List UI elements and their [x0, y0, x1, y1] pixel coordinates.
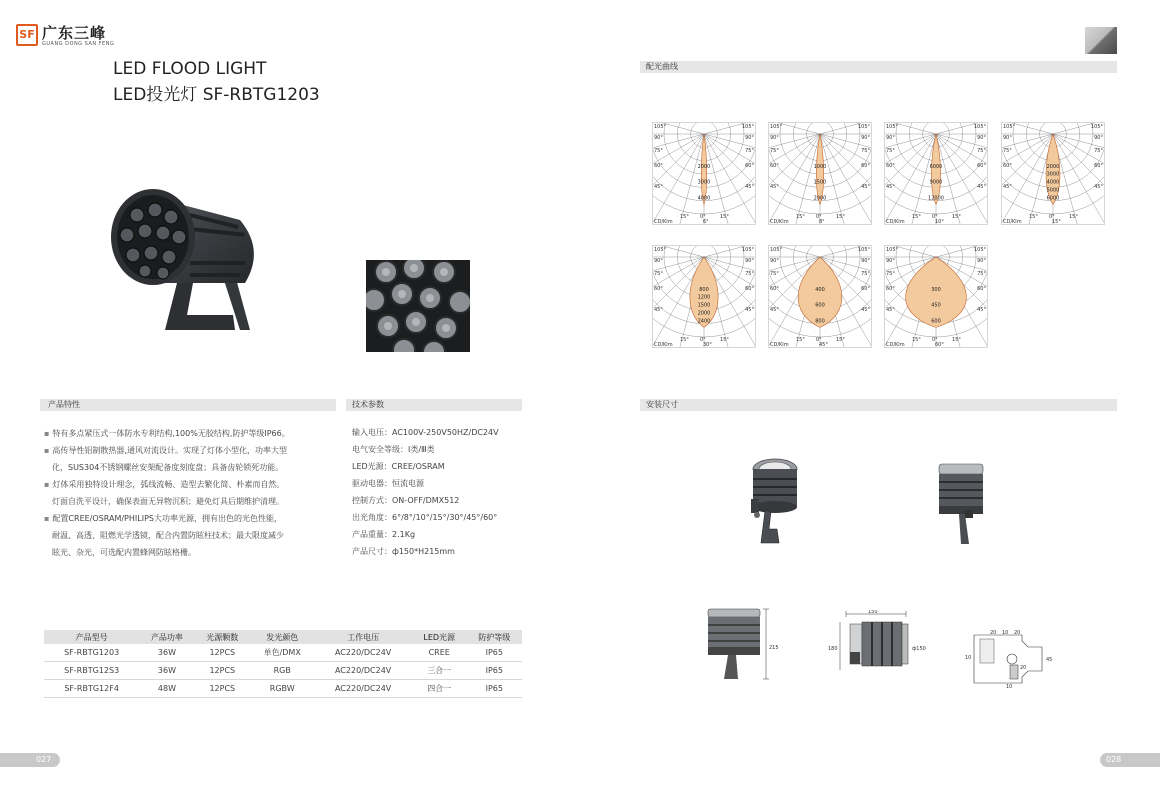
dim-width-label: 150 — [868, 610, 878, 615]
angle-label: 15° — [912, 337, 921, 343]
angle-label: 75° — [977, 271, 986, 277]
beam-angle-label: 10° — [935, 219, 944, 225]
polar-chart-svg — [768, 245, 872, 348]
angle-label: 45° — [977, 184, 986, 190]
angle-label: 75° — [654, 148, 663, 154]
table-cell: 单色/DMX — [250, 644, 314, 662]
angle-label: 75° — [886, 148, 895, 154]
spec-line: 输入电压：AC100V-250V50HZ/DC24V — [352, 428, 499, 437]
angle-label: 105° — [857, 247, 870, 253]
angle-label: 90° — [745, 258, 754, 264]
angle-label: 60° — [654, 163, 663, 169]
intensity-value: 1200 — [697, 294, 711, 301]
table-header-row — [44, 630, 522, 644]
angle-label: 75° — [1094, 148, 1103, 154]
angle-label: 75° — [770, 148, 779, 154]
table-header-cell: 防护等级 — [467, 630, 522, 644]
angle-label: 45° — [977, 307, 986, 313]
table-cell: SF-RBTG12F4 — [44, 680, 139, 698]
intensity-value: 2000 — [813, 195, 827, 202]
intensity-value: 600 — [931, 318, 941, 325]
dim-drawing-front — [700, 605, 785, 685]
dim-bracket-label: 20 — [1020, 665, 1027, 671]
dim-bracket-label: 20 — [1014, 630, 1021, 636]
dim-diameter-label: ф150 — [912, 646, 926, 652]
lamp-front-view — [745, 455, 805, 550]
polar-chart-15 — [1001, 122, 1105, 225]
polar-chart-45 — [768, 245, 872, 348]
dim-drawing-side — [828, 610, 938, 685]
dim-side-height-label: 180 — [828, 646, 838, 652]
angle-label: 90° — [977, 258, 986, 264]
intensity-value: 6000 — [1046, 195, 1060, 202]
page-number-right: 028 — [1100, 753, 1160, 767]
bullet-icon: ▪ — [44, 480, 50, 489]
angle-label: 75° — [1003, 148, 1012, 154]
product-title-cn: LED投光灯 SF-RBTG1203 — [113, 85, 320, 105]
beam-angle-label: 30° — [703, 342, 712, 348]
table-cell: 12PCS — [195, 662, 250, 680]
angle-label: 45° — [745, 307, 754, 313]
intensity-value: 9000 — [929, 179, 943, 186]
angle-label: 75° — [770, 271, 779, 277]
table-header-cell: 产品功率 — [139, 630, 194, 644]
beam-angle-label: 15° — [1052, 219, 1061, 225]
features-section-bar: 产品特性 — [40, 399, 336, 411]
angle-label: 105° — [973, 124, 986, 130]
angle-label: 45° — [1094, 184, 1103, 190]
angle-label: 105° — [886, 124, 899, 130]
table-cell: 12PCS — [195, 680, 250, 698]
beam-angle-label: 8° — [819, 219, 825, 225]
unit-label: CD/Klm — [654, 342, 673, 348]
table-cell: IP65 — [467, 680, 522, 698]
angle-label: 90° — [1003, 135, 1012, 141]
bullet-icon: ▪ — [44, 429, 50, 438]
polar-chart-svg — [768, 122, 872, 225]
table-cell: CREE — [412, 644, 467, 662]
product-table — [44, 630, 522, 698]
angle-label: 105° — [857, 124, 870, 130]
polar-chart-10 — [884, 122, 988, 225]
angle-label: 105° — [886, 247, 899, 253]
intensity-value: 3000 — [697, 179, 711, 186]
intensity-value: 800 — [815, 318, 825, 325]
bullet-icon: ▪ — [44, 446, 50, 455]
intensity-value: 400 — [815, 286, 825, 293]
feature-line: ▪ 灯体采用独特设计理念，弧线流畅、造型去繁化简、朴素而自然。 — [44, 480, 285, 489]
angle-label: 45° — [654, 184, 663, 190]
angle-label: 60° — [886, 163, 895, 169]
angle-label: 60° — [886, 286, 895, 292]
table-cell: IP65 — [467, 644, 522, 662]
table-cell: SF-RBTG12S3 — [44, 662, 139, 680]
dim-bracket-label: 10 — [965, 655, 972, 661]
table-cell: 四合一 — [412, 680, 467, 698]
angle-label: 15° — [952, 337, 961, 343]
angle-label: 45° — [861, 307, 870, 313]
feature-line: ▪ 配置CREE/OSRAM/PHILIPS大功率光源，拥有出色的光色性能， — [44, 514, 282, 523]
spec-line: 电气安全等级：Ⅰ类/Ⅲ类 — [352, 445, 435, 454]
feature-line: 耐温、高透、阻燃光学透镜，配合内置防眩柱技术；最大限度减少 — [52, 531, 284, 540]
table-header-cell: 工作电压 — [314, 630, 411, 644]
angle-label: 45° — [861, 184, 870, 190]
angle-label: 90° — [861, 135, 870, 141]
angle-label: 75° — [654, 271, 663, 277]
angle-label: 90° — [977, 135, 986, 141]
angle-label: 45° — [770, 184, 779, 190]
table-header-cell: 光源颗数 — [195, 630, 250, 644]
table-cell: 12PCS — [195, 644, 250, 662]
angle-label: 105° — [654, 124, 667, 130]
angle-label: 90° — [1094, 135, 1103, 141]
dim-bracket-label: 45 — [1046, 657, 1053, 663]
table-cell: SF-RBTG1203 — [44, 644, 139, 662]
angle-label: 60° — [770, 286, 779, 292]
intensity-value: 4000 — [1046, 179, 1060, 186]
dimensions-section-bar: 安装尺寸 — [640, 399, 1117, 411]
polar-chart-svg — [652, 122, 756, 225]
unit-label: CD/Klm — [654, 219, 673, 225]
angle-label: 75° — [977, 148, 986, 154]
intensity-value: 600 — [815, 302, 825, 309]
angle-label: 105° — [1090, 124, 1103, 130]
angle-label: 60° — [861, 163, 870, 169]
intensity-value: 1500 — [813, 179, 827, 186]
angle-label: 0° — [816, 337, 822, 343]
polar-chart-6 — [652, 122, 756, 225]
specs-section-bar: 技术参数 — [346, 399, 522, 411]
product-photo — [105, 165, 275, 340]
table-cell: RGB — [250, 662, 314, 680]
angle-label: 15° — [952, 214, 961, 220]
polar-chart-30 — [652, 245, 756, 348]
dim-bracket-label: 10 — [1006, 684, 1013, 690]
angle-label: 0° — [700, 337, 706, 343]
table-cell: 36W — [139, 662, 194, 680]
angle-label: 60° — [745, 163, 754, 169]
angle-label: 0° — [816, 214, 822, 220]
angle-label: 60° — [977, 163, 986, 169]
brand-name-en: GUANG DONG SAN FENG — [42, 41, 115, 47]
table-row — [44, 680, 522, 698]
angle-label: 90° — [770, 258, 779, 264]
table-cell: AC220/DC24V — [314, 680, 411, 698]
intensity-value: 2000 — [697, 163, 711, 170]
angle-label: 90° — [886, 135, 895, 141]
angle-label: 0° — [932, 337, 938, 343]
angle-label: 45° — [886, 184, 895, 190]
angle-label: 105° — [770, 247, 783, 253]
angle-label: 75° — [745, 148, 754, 154]
dim-height-label: 215 — [769, 645, 779, 651]
table-cell: 48W — [139, 680, 194, 698]
angle-label: 60° — [770, 163, 779, 169]
intensity-value: 12000 — [928, 195, 944, 202]
feature-line: 眩光、杂光，可选配内置蜂网防眩格栅。 — [52, 548, 196, 557]
intensity-value: 2000 — [1046, 163, 1060, 170]
intensity-value: 4000 — [697, 195, 711, 202]
beam-angle-label: 60° — [935, 342, 944, 348]
angle-label: 60° — [654, 286, 663, 292]
angle-label: 0° — [932, 214, 938, 220]
spec-line: 产品尺寸：ф150*H215mm — [352, 547, 455, 556]
feature-line: 灯面自洗平设计，确保表面无异物沉积；避免灯具后期维护清理。 — [52, 497, 284, 506]
angle-label: 15° — [1029, 214, 1038, 220]
polar-chart-svg — [1001, 122, 1105, 225]
angle-label: 15° — [720, 337, 729, 343]
angle-label: 60° — [1094, 163, 1103, 169]
table-header-cell: 产品型号 — [44, 630, 139, 644]
feature-line: 化，SUS304不锈钢螺丝安架配备度刻度盘；具备齿轮锁死功能。 — [52, 463, 284, 472]
beam-angle-label: 45° — [819, 342, 828, 348]
spec-line: 驱动电器：恒流电源 — [352, 479, 424, 488]
intensity-value: 3000 — [1046, 171, 1060, 178]
angle-label: 15° — [796, 214, 805, 220]
polar-chart-8 — [768, 122, 872, 225]
angle-label: 45° — [886, 307, 895, 313]
table-cell: RGBW — [250, 680, 314, 698]
angle-label: 75° — [886, 271, 895, 277]
angle-label: 75° — [745, 271, 754, 277]
polar-chart-60 — [884, 245, 988, 348]
table-cell: AC220/DC24V — [314, 644, 411, 662]
corner-decoration — [1085, 27, 1117, 54]
intensity-value: 300 — [931, 286, 941, 293]
angle-label: 105° — [1003, 124, 1016, 130]
dim-bracket-label: 20 — [990, 630, 997, 636]
table-cell: 三合一 — [412, 662, 467, 680]
angle-label: 90° — [654, 258, 663, 264]
angle-label: 60° — [745, 286, 754, 292]
intensity-value: 450 — [931, 302, 941, 309]
angle-label: 75° — [861, 148, 870, 154]
angle-label: 90° — [770, 135, 779, 141]
intensity-value: 6000 — [929, 163, 943, 170]
angle-label: 45° — [654, 307, 663, 313]
intensity-value: 800 — [699, 286, 709, 293]
unit-label: CD/Klm — [770, 219, 789, 225]
page-number-left: 027 — [0, 753, 60, 767]
angle-label: 15° — [680, 337, 689, 343]
unit-label: CD/Klm — [770, 342, 789, 348]
polar-chart-svg — [652, 245, 756, 348]
angle-label: 0° — [1049, 214, 1055, 220]
angle-label: 15° — [912, 214, 921, 220]
feature-line: ▪ 高传导性铝制散热器,通风对流设计。实现了灯体小型化，功率大型 — [44, 446, 287, 455]
angle-label: 105° — [741, 247, 754, 253]
dim-bracket-label: 10 — [1002, 630, 1009, 636]
bullet-icon: ▪ — [44, 514, 50, 523]
angle-label: 60° — [861, 286, 870, 292]
intensity-value: 5000 — [1046, 187, 1060, 194]
angle-label: 45° — [770, 307, 779, 313]
angle-label: 15° — [1069, 214, 1078, 220]
intensity-value: 2400 — [697, 318, 711, 325]
unit-label: CD/Klm — [886, 342, 905, 348]
table-cell: IP65 — [467, 662, 522, 680]
brand-name-cn: 广东三峰 — [42, 24, 107, 42]
angle-label: 60° — [977, 286, 986, 292]
angle-label: 15° — [836, 337, 845, 343]
features-list — [44, 427, 344, 563]
angle-label: 105° — [770, 124, 783, 130]
spec-line: 产品重量：2.1Kg — [352, 530, 416, 539]
spec-line: 出光角度：6°/8°/10°/15°/30°/45°/60° — [352, 513, 498, 522]
angle-label: 45° — [1003, 184, 1012, 190]
angle-label: 15° — [836, 214, 845, 220]
angle-label: 90° — [654, 135, 663, 141]
angle-label: 90° — [861, 258, 870, 264]
polar-chart-svg — [884, 122, 988, 225]
angle-label: 45° — [745, 184, 754, 190]
feature-line: ▪ 特有多点紧压式一体防水专利结构,100%无胶结构,防护等级IP66。 — [44, 429, 290, 438]
polar-chart-svg — [884, 245, 988, 348]
angle-label: 90° — [745, 135, 754, 141]
unit-label: CD/Klm — [886, 219, 905, 225]
table-cell: 36W — [139, 644, 194, 662]
spec-line: 控制方式：ON-OFF/DMX512 — [352, 496, 460, 505]
intensity-value: 1000 — [813, 163, 827, 170]
lamp-side-view — [935, 460, 987, 548]
intensity-value: 2000 — [697, 310, 711, 317]
table-header-cell: LED光源 — [412, 630, 467, 644]
angle-label: 105° — [654, 247, 667, 253]
table-row — [44, 662, 522, 680]
beam-angle-label: 6° — [703, 219, 709, 225]
angle-label: 15° — [720, 214, 729, 220]
angle-label: 90° — [886, 258, 895, 264]
table-header-cell: 发光颜色 — [250, 630, 314, 644]
angle-label: 75° — [861, 271, 870, 277]
product-title-en: LED FLOOD LIGHT — [113, 59, 267, 79]
unit-label: CD/Klm — [1003, 219, 1022, 225]
spec-line: LED光源：CREE/OSRAM — [352, 462, 445, 471]
specs-list — [352, 427, 527, 563]
dim-drawing-bracket — [962, 625, 1062, 690]
angle-label: 105° — [973, 247, 986, 253]
intensity-value: 1500 — [697, 302, 711, 309]
angle-label: 60° — [1003, 163, 1012, 169]
angle-label: 0° — [700, 214, 706, 220]
angle-label: 15° — [680, 214, 689, 220]
angle-label: 105° — [741, 124, 754, 130]
table-row — [44, 644, 522, 662]
angle-label: 15° — [796, 337, 805, 343]
curves-section-bar: 配光曲线 — [640, 61, 1117, 73]
brand-logo-icon: SF — [16, 24, 38, 46]
table-cell: AC220/DC24V — [314, 662, 411, 680]
lens-closeup-photo — [366, 260, 470, 352]
